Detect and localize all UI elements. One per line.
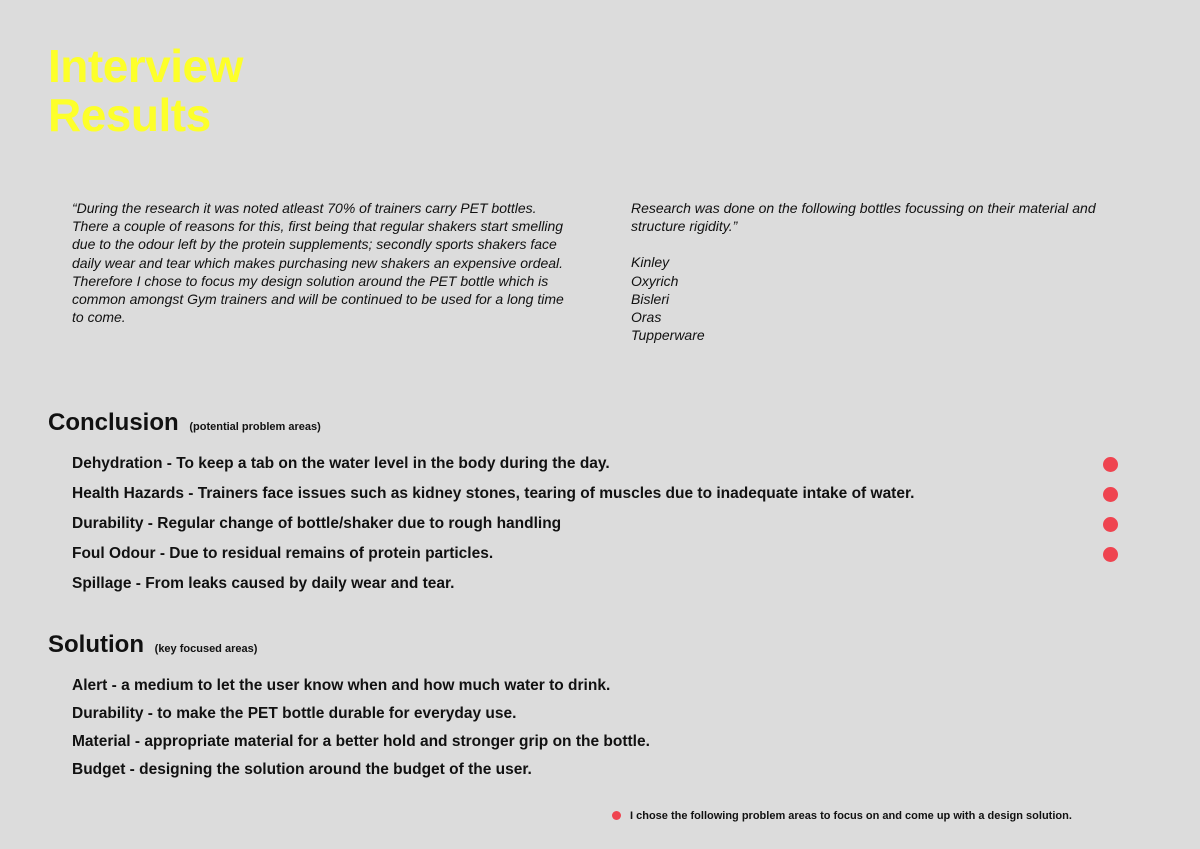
conclusion-list: [72, 452, 1132, 602]
red-dot-marker-icon: [1103, 547, 1118, 562]
legend-footnote-text: I chose the following problem areas to focus on and come up with a design solution.: [630, 810, 1072, 822]
bottle-brand-item: Kinley: [631, 254, 670, 271]
conclusion-item-text: Durability - Regular change of bottle/shaker due to rough handling: [72, 515, 562, 532]
page-title-line-1: Interview: [48, 40, 243, 92]
conclusion-item-durability: [72, 512, 1132, 542]
research-intro: Research was done on the following bottles focussing on their material and structure rigidity.”: [631, 200, 1096, 235]
conclusion-heading: [48, 409, 321, 441]
conclusion-heading-text: Conclusion: [48, 409, 179, 436]
conclusion-item-text: Dehydration - To keep a tab on the water level in the body during the day.: [72, 455, 610, 472]
solution-item-alert: Alert - a medium to let the user know when and how much water to drink.: [72, 677, 611, 694]
solution-subheading: (key focused areas): [154, 643, 258, 655]
legend-footnote: [612, 809, 1072, 823]
conclusion-item-text: Foul Odour - Due to residual remains of protein particles.: [72, 545, 494, 562]
conclusion-item-text: Spillage - From leaks caused by daily wear and tear.: [72, 575, 455, 592]
page-title-line-2: Results: [48, 89, 211, 141]
conclusion-item-text: Health Hazards - Trainers face issues such as kidney stones, tearing of muscles due to inadequate intake of water.: [72, 485, 915, 502]
solution-list: [72, 675, 650, 787]
conclusion-item-foul-odour: [72, 542, 1132, 572]
research-quote: “During the research it was noted atleast 70% of trainers carry PET bottles. There a couple of reasons for this, first being that regular shakers start smelling due to the odour left by the protein supplements; secondly sports shakers face daily wear and tear which makes purchasing new shakers an expensive ordeal. Therefore I chose to focus my design solution around the PET bottle which is common amongst Gym trainers and will be continued to be used for a long time to come.: [72, 200, 564, 326]
bottle-brand-item: Oxyrich: [631, 272, 679, 289]
research-bottles-block: [631, 199, 1131, 344]
solution-heading: [48, 631, 257, 663]
solution-item-material: Material - appropriate material for a better hold and stronger grip on the bottle.: [72, 733, 650, 750]
red-dot-legend-icon: [612, 811, 621, 820]
bottle-brand-item: Tupperware: [631, 327, 705, 344]
conclusion-item-health-hazards: [72, 482, 1132, 512]
red-dot-marker-icon: [1103, 517, 1118, 532]
red-dot-marker-icon: [1103, 457, 1118, 472]
conclusion-item-spillage: [72, 572, 1132, 602]
conclusion-item-dehydration: [72, 452, 1132, 482]
solution-heading-text: Solution: [48, 631, 144, 658]
bottle-brand-item: Bisleri: [631, 290, 670, 307]
bottle-brand-item: Oras: [631, 309, 662, 326]
conclusion-subheading: (potential problem areas): [189, 421, 321, 433]
solution-item-budget: Budget - designing the solution around the budget of the user.: [72, 761, 532, 778]
solution-item-durability: Durability - to make the PET bottle durable for everyday use.: [72, 705, 517, 722]
page-title: [48, 42, 243, 140]
red-dot-marker-icon: [1103, 487, 1118, 502]
bottle-brand-list: [631, 253, 1131, 344]
